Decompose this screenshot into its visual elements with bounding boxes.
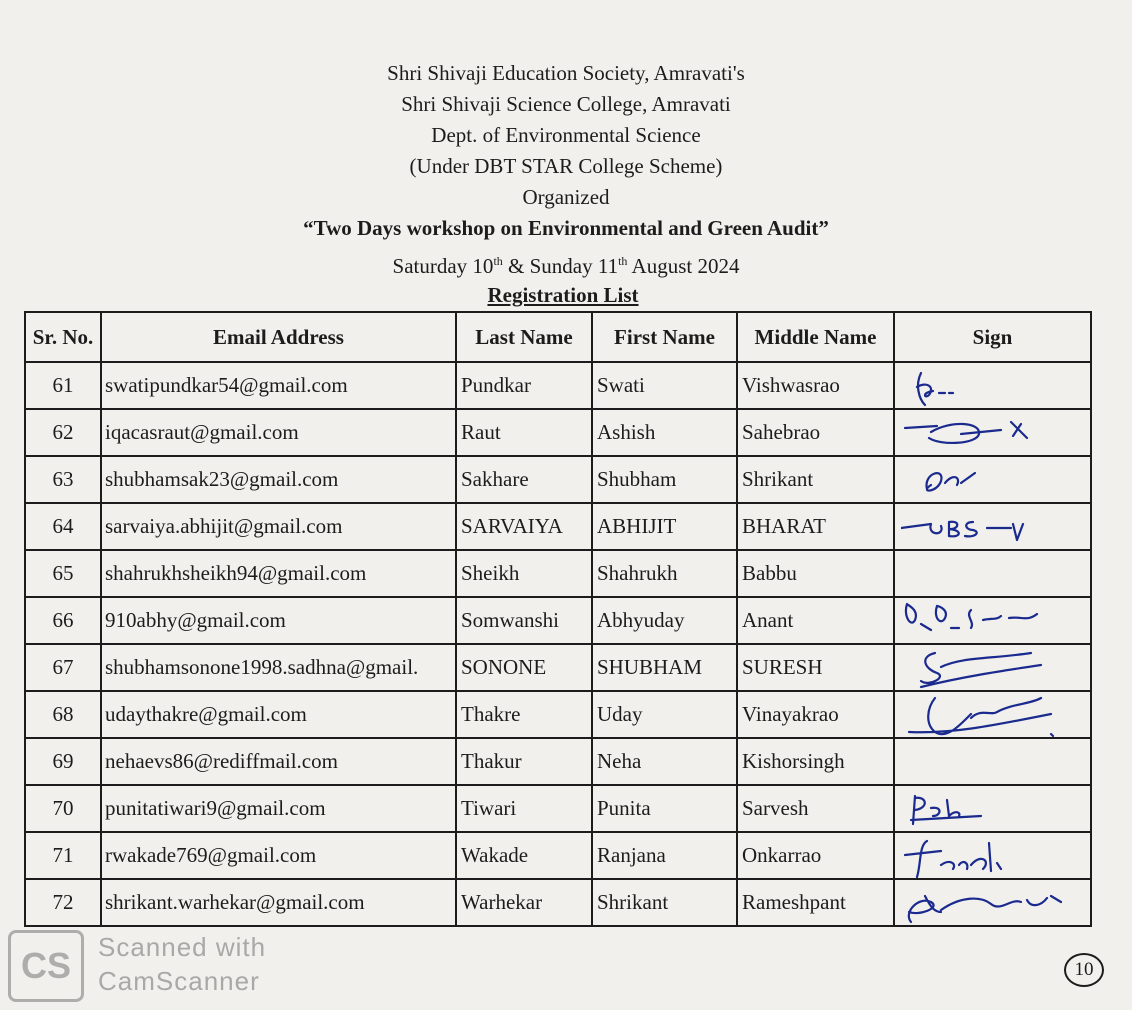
cell-email: sarvaiya.abhijit@gmail.com <box>101 503 456 550</box>
cell-email: shrikant.warhekar@gmail.com <box>101 879 456 926</box>
cell-last-name: Wakade <box>456 832 592 879</box>
handwritten-signature <box>901 506 1091 550</box>
cell-last-name: SONONE <box>456 644 592 691</box>
cell-sr-no: 69 <box>25 738 101 785</box>
cell-sr-no: 68 <box>25 691 101 738</box>
cell-email: punitatiwari9@gmail.com <box>101 785 456 832</box>
cell-last-name: Pundkar <box>456 362 592 409</box>
table-row <box>25 456 1091 503</box>
society-name: Shri Shivaji Education Society, Amravati's <box>387 61 745 85</box>
cell-last-name: Warhekar <box>456 879 592 926</box>
cell-first-name: Ashish <box>592 409 737 456</box>
cell-first-name: Abhyuday <box>592 597 737 644</box>
page-number: 10 <box>1064 953 1104 987</box>
col-header-email: Email Address <box>101 312 456 362</box>
cell-middle-name: Shrikant <box>737 456 894 503</box>
cell-sr-no: 67 <box>25 644 101 691</box>
document-header <box>0 58 1132 283</box>
cell-sign <box>894 550 1091 597</box>
cell-sr-no: 70 <box>25 785 101 832</box>
cell-last-name: Sakhare <box>456 456 592 503</box>
col-header-last-name: Last Name <box>456 312 592 362</box>
college-name: Shri Shivaji Science College, Amravati <box>401 92 731 116</box>
cell-last-name: SARVAIYA <box>456 503 592 550</box>
cell-sr-no: 66 <box>25 597 101 644</box>
cell-sr-no: 72 <box>25 879 101 926</box>
watermark-line-1: Scanned with <box>98 932 267 962</box>
organized-line: Organized <box>522 185 610 209</box>
workshop-date: Saturday 10th & Sunday 11th August 2024 <box>392 254 740 278</box>
table-row <box>25 550 1091 597</box>
workshop-title: “Two Days workshop on Environmental and Green Audit” <box>303 216 829 240</box>
handwritten-signature <box>901 600 1091 644</box>
cell-sr-no: 61 <box>25 362 101 409</box>
handwritten-signature <box>901 835 1091 879</box>
cell-email: nehaevs86@rediffmail.com <box>101 738 456 785</box>
cell-last-name: Sheikh <box>456 550 592 597</box>
cell-sr-no: 65 <box>25 550 101 597</box>
cell-middle-name: Rameshpant <box>737 879 894 926</box>
table-row <box>25 409 1091 456</box>
cell-first-name: Punita <box>592 785 737 832</box>
table-row <box>25 832 1091 879</box>
cell-sign <box>894 597 1091 644</box>
cell-middle-name: Babbu <box>737 550 894 597</box>
camscanner-logo: CS <box>8 930 84 1002</box>
cell-sign <box>894 503 1091 550</box>
scheme-line: (Under DBT STAR College Scheme) <box>409 154 723 178</box>
table-row <box>25 503 1091 550</box>
handwritten-signature <box>901 694 1091 738</box>
cell-middle-name: Vishwasrao <box>737 362 894 409</box>
cell-sr-no: 62 <box>25 409 101 456</box>
table-row <box>25 644 1091 691</box>
watermark-line-2: CamScanner <box>98 966 260 996</box>
table-row <box>25 691 1091 738</box>
cell-middle-name: BHARAT <box>737 503 894 550</box>
cell-middle-name: Vinayakrao <box>737 691 894 738</box>
cell-first-name: Ranjana <box>592 832 737 879</box>
table-row <box>25 362 1091 409</box>
cell-sign <box>894 738 1091 785</box>
cell-sign <box>894 785 1091 832</box>
col-header-sign: Sign <box>894 312 1091 362</box>
cell-last-name: Raut <box>456 409 592 456</box>
cell-sign <box>894 879 1091 926</box>
cell-first-name: SHUBHAM <box>592 644 737 691</box>
cell-sr-no: 63 <box>25 456 101 503</box>
cell-email: iqacasraut@gmail.com <box>101 409 456 456</box>
cell-last-name: Thakur <box>456 738 592 785</box>
table-row <box>25 879 1091 926</box>
cell-middle-name: Kishorsingh <box>737 738 894 785</box>
cell-first-name: ABHIJIT <box>592 503 737 550</box>
cell-email: udaythakre@gmail.com <box>101 691 456 738</box>
cell-sign <box>894 409 1091 456</box>
registration-list-title: Registration List <box>487 283 639 307</box>
handwritten-signature <box>901 412 1091 456</box>
handwritten-signature <box>901 647 1091 691</box>
cell-sign <box>894 644 1091 691</box>
cell-middle-name: Onkarrao <box>737 832 894 879</box>
cell-last-name: Tiwari <box>456 785 592 832</box>
cell-middle-name: Sarvesh <box>737 785 894 832</box>
handwritten-signature <box>901 459 1091 503</box>
handwritten-signature <box>901 882 1091 926</box>
cell-first-name: Shahrukh <box>592 550 737 597</box>
handwritten-signature <box>901 788 1091 832</box>
col-header-first-name: First Name <box>592 312 737 362</box>
cell-email: swatipundkar54@gmail.com <box>101 362 456 409</box>
cell-middle-name: Anant <box>737 597 894 644</box>
cell-sign <box>894 691 1091 738</box>
cell-sr-no: 71 <box>25 832 101 879</box>
cell-sign <box>894 362 1091 409</box>
table-row <box>25 785 1091 832</box>
handwritten-signature <box>901 365 1091 409</box>
cell-first-name: Uday <box>592 691 737 738</box>
registration-table <box>24 311 1092 927</box>
table-header-row <box>25 312 1091 362</box>
cell-sr-no: 64 <box>25 503 101 550</box>
department-name: Dept. of Environmental Science <box>431 123 701 147</box>
cell-email: rwakade769@gmail.com <box>101 832 456 879</box>
cell-email: shahrukhsheikh94@gmail.com <box>101 550 456 597</box>
table-row <box>25 597 1091 644</box>
cell-last-name: Thakre <box>456 691 592 738</box>
cell-first-name: Shubham <box>592 456 737 503</box>
cell-sign <box>894 456 1091 503</box>
cell-middle-name: Sahebrao <box>737 409 894 456</box>
cell-email: 910abhy@gmail.com <box>101 597 456 644</box>
cell-sign <box>894 832 1091 879</box>
camscanner-watermark <box>8 930 308 1002</box>
cell-middle-name: SURESH <box>737 644 894 691</box>
cell-last-name: Somwanshi <box>456 597 592 644</box>
cell-first-name: Swati <box>592 362 737 409</box>
cell-first-name: Shrikant <box>592 879 737 926</box>
col-header-sr-no: Sr. No. <box>25 312 101 362</box>
col-header-middle-name: Middle Name <box>737 312 894 362</box>
cell-email: shubhamsak23@gmail.com <box>101 456 456 503</box>
cell-email: shubhamsonone1998.sadhna@gmail. <box>101 644 456 691</box>
table-row <box>25 738 1091 785</box>
cell-first-name: Neha <box>592 738 737 785</box>
